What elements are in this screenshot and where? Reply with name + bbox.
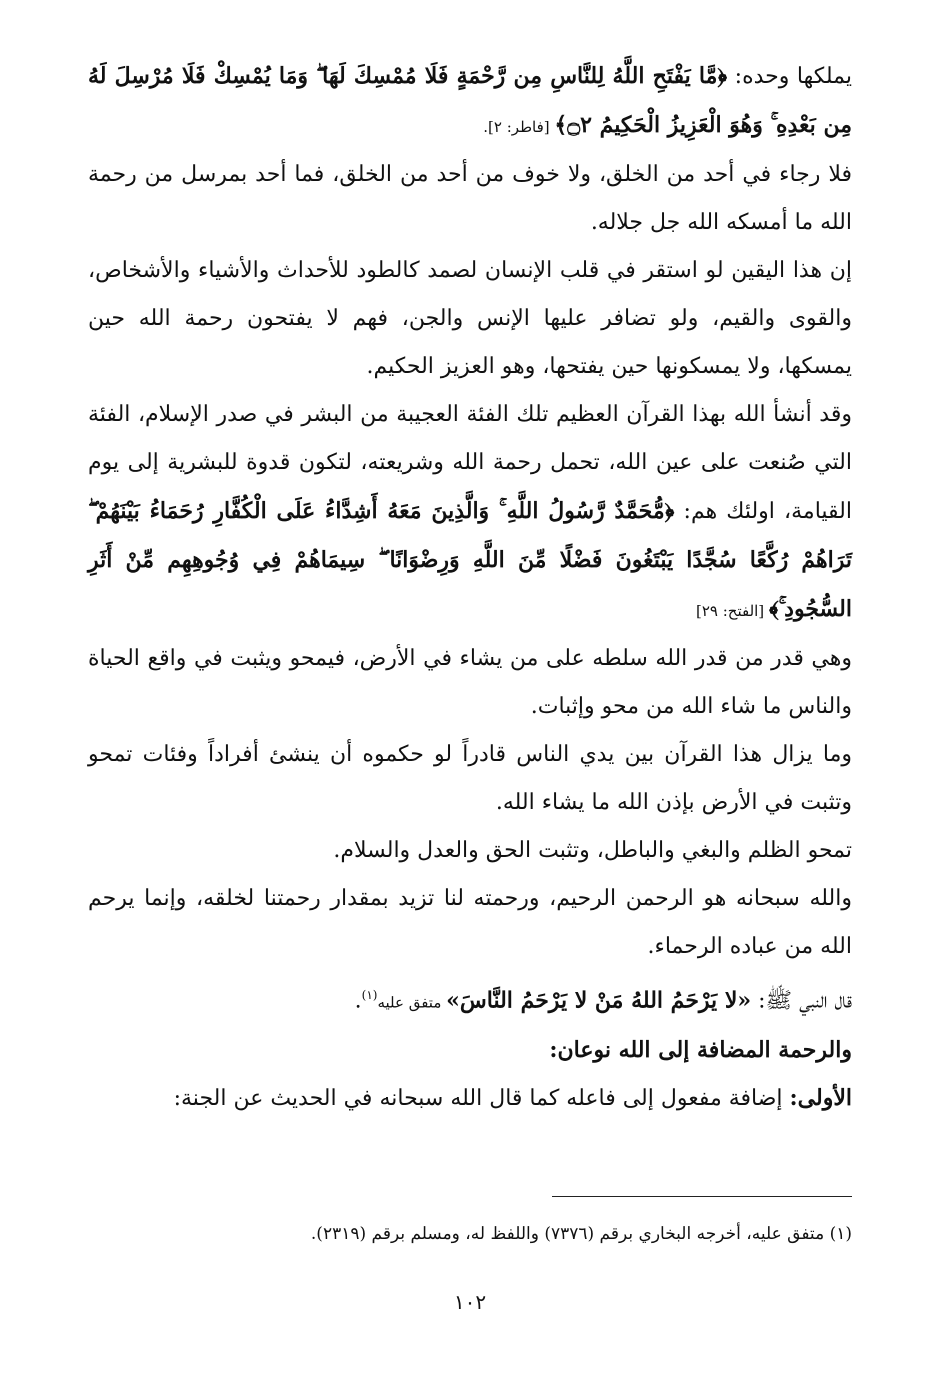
paragraph-intro: قال النبي ﷺ: bbox=[751, 988, 852, 1014]
paragraph-text: إضافة مفعول إلى فاعله كما قال الله سبحانه في الحديث عن الجنة: bbox=[173, 1086, 790, 1112]
paragraph: وهي قدر من قدر الله سلطه على من يشاء في الأرض، فيمحو ويثبت في واقع الحياة والناس ما شاء الله من محو وإثبات. bbox=[88, 646, 852, 719]
verse-reference: [الفتح: ٢٩] bbox=[695, 602, 769, 620]
paragraph: إن هذا اليقين لو استقر في قلب الإنسان لصمد كالطود للأحداث والأشياء والأشخاص، والقوى والقيم، ولو تضافر عليها الإنس والجن، فهم لا يفتحون رحمة الله حين يمسكها، ولا يمسكونها حين يفتحها، وهو العزيز الحكيم. bbox=[88, 258, 852, 379]
paragraph: فلا رجاء في أحد من الخلق، ولا خوف من أحد من الخلق، فما أحد بمرسل من رحمة الله ما أمسكه الله جل جلاله. bbox=[88, 162, 852, 235]
paragraph-first-type bbox=[88, 1074, 852, 1123]
verse-reference: [فاطر: ٢]. bbox=[483, 118, 555, 136]
footnote-divider bbox=[552, 1196, 852, 1197]
paragraph-intro: وقد أنشأ الله بهذا القرآن العظيم تلك الفئة العجيبة من البشر في صدر الإسلام، الفئة التي صُنعت على عين الله، تحمل رحمة الله وشريعته، لتكون قدوة للبشرية إلى يوم القيامة، اولئك هم: bbox=[88, 402, 852, 524]
paragraph-fatir-verse bbox=[88, 52, 852, 151]
paragraph-intro: يملكها وحده: bbox=[727, 64, 852, 89]
paragraph-hadith bbox=[88, 971, 852, 1026]
footnote: (١) متفق عليه، أخرجه البخاري برقم (٧٣٧٦) واللفظ له، ومسلم برقم (٢٣١٩). bbox=[310, 1224, 852, 1244]
hadith-quote: «لا يَرْحَمُ اللهُ مَنْ لا يَرْحَمُ النَّاسَ» bbox=[446, 987, 752, 1014]
paragraph-fath-verse bbox=[88, 391, 852, 635]
paragraph: والله سبحانه هو الرحمن الرحيم، ورحمته لنا تزيد بمقدار رحمتنا لخلقه، وإنما يرحم الله من عباده الرحماء. bbox=[88, 886, 852, 959]
quran-verse: ﴿مُّحَمَّدٌ رَّسُولُ اللَّهِ ۚ وَالَّذِينَ مَعَهُ أَشِدَّاءُ عَلَى الْكُفَّارِ رُحَمَاءُ بَيْنَهُمْ ۖ تَرَاهُمْ رُكَّعًا سُجَّدًا يَبْتَغُونَ فَضْلًا مِّنَ اللَّهِ وَرِضْوَانًا ۖ سِيمَاهُمْ فِي وُجُوهِهِم مِّنْ أَثَرِ السُّجُودِ ۚ﴾ bbox=[88, 498, 852, 622]
main-text bbox=[88, 52, 852, 1123]
paragraph: وما يزال هذا القرآن بين يدي الناس قادراً لو حكموه أن ينشئ أفراداً وفئات تمحو وتثبت في الأرض بإذن الله ما يشاء الله. bbox=[88, 742, 852, 815]
page-number: ١٠٢ bbox=[453, 1290, 487, 1314]
quran-verse: ﴿مَّا يَفْتَحِ اللَّهُ لِلنَّاسِ مِن رَّحْمَةٍ فَلَا مُمْسِكَ لَهَا ۖ وَمَا يُمْسِكْ فَلَا مُرْسِلَ لَهُ مِن بَعْدِهِ ۚ وَهُوَ الْعَزِيزُ الْحَكِيمُ ۝٢﴾ bbox=[88, 63, 852, 138]
hadith-grade: متفق عليه bbox=[377, 993, 447, 1012]
paragraph: تمحو الظلم والبغي والباطل، وتثبت الحق والعدل والسلام. bbox=[333, 838, 852, 863]
paragraph-lead: الأولى: bbox=[789, 1085, 852, 1112]
section-heading: والرحمة المضافة إلى الله نوعان: bbox=[549, 1037, 852, 1064]
footnote-marker[interactable]: (١) bbox=[361, 988, 378, 1002]
paragraph-end: . bbox=[354, 988, 362, 1014]
